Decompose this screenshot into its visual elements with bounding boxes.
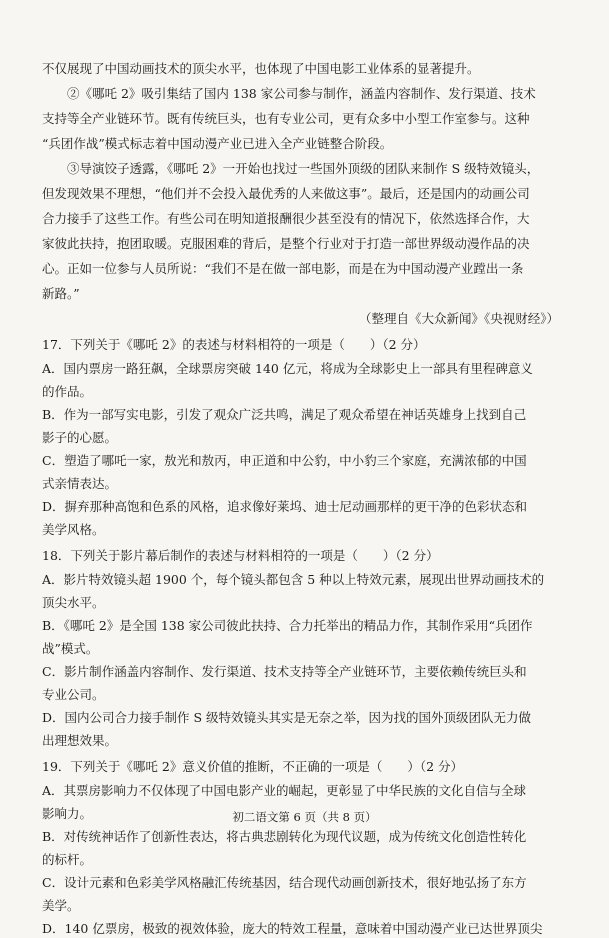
option-line: A．国内票房一路狂飙，全球票房突破 140 亿元，将成为全球影史上一部具有里程碑意义: [42, 361, 533, 376]
passage-line: ③导演饺子透露，《哪吒 2》一开始也找过一些国外顶级的团队来制作 S 级特效镜头，: [42, 161, 540, 176]
question-19: [42, 758, 567, 938]
question-17: [42, 336, 567, 539]
option-line: 美学。: [42, 898, 80, 913]
question-stem: 19．下列关于《哪吒 2》意义价值的推断，不正确的一项是（ ）（2 分）: [42, 759, 464, 774]
option-line: D．140 亿票房，极致的视效体验，庞大的特效工程量，意味着中国动漫产业已达世界顶尖: [42, 921, 543, 936]
passage-line: 合力接手了这些工作。有些公司在明知道报酬很少甚至没有的情况下，依然选择合作，大: [42, 211, 530, 226]
passage-line: 心。正如一位参与人员所说：“我们不是在做一部电影，而是在为中国动漫产业蹚出一条: [42, 261, 524, 276]
option-line: 式亲情表达。: [42, 476, 118, 491]
option-line: B．《哪吒 2》是全国 138 家公司彼此扶持、合力托举出的精品力作，其制作采用“兵团作: [42, 618, 533, 633]
option-line: 专业公司。: [42, 687, 105, 702]
option-line: 美学风格。: [42, 522, 105, 537]
option-line: 战”模式。: [42, 641, 99, 656]
option-line: C．设计元素和色彩美学风格融汇传统基因，结合现代动画创新技术，很好地弘扬了东方: [42, 875, 527, 890]
passage-line: 家彼此扶持，抱团取暖。克服困难的背后，是整个行业对于打造一部世界级动漫作品的决: [42, 236, 530, 251]
option-line: 影子的心愿。: [42, 430, 118, 445]
option-line: 影响力。: [42, 806, 93, 821]
passage-line: 支持等全产业链环节。既有传统巨头，也有专业公司，更有众多中小型工作室参与。这种: [42, 111, 530, 126]
option-line: A．其票房影响力不仅体现了中国电影产业的崛起，更彰显了中华民族的文化自信与全球: [42, 783, 527, 798]
reading-passage: [42, 60, 567, 328]
page-footer: 初二语文第 6 页（共 8 页）: [232, 810, 377, 824]
question-18: [42, 547, 567, 750]
passage-line: 但发现效果不理想，“他们并不会投入最优秀的人来做这事”。最后，还是国内的动画公司: [42, 186, 530, 201]
option-line: 顶尖水平。: [42, 595, 105, 610]
passage-line: 新路。”: [42, 286, 80, 301]
option-line: B．对传统神话作了创新性表达，将古典悲剧转化为现代议题，成为传统文化创造性转化: [42, 829, 527, 844]
passage-line: ②《哪吒 2》吸引集结了国内 138 家公司参与制作，涵盖内容制作、发行渠道、技术: [42, 86, 536, 101]
question-stem: 17．下列关于《哪吒 2》的表述与材料相符的一项是（ ）（2 分）: [42, 337, 426, 352]
option-line: D．摒弃那种高饱和色系的风格，追求像好莱坞、迪士尼动画那样的更干净的色彩状态和: [42, 499, 528, 514]
option-line: 的作品。: [42, 384, 93, 399]
option-line: C．塑造了哪吒一家，敖光和敖丙，申正道和中公豹，中小豹三个家庭，充满浓郁的中国: [42, 453, 527, 468]
option-line: 出理想效果。: [42, 733, 118, 748]
option-line: 的标杆。: [42, 852, 93, 867]
passage-line: “兵团作战”模式标志着中国动漫产业已进入全产业链整合阶段。: [42, 136, 393, 151]
question-stem: 18．下列关于影片幕后制作的表述与材料相符的一项是（ ）（2 分）: [42, 548, 439, 563]
option-line: C．影片制作涵盖内容制作、发行渠道、技术支持等全产业链环节，主要依赖传统巨头和: [42, 664, 527, 679]
passage-source: （整理自《大众新闻》《央视财经》）: [358, 311, 559, 326]
option-line: A．影片特效镜头超 1900 个，每个镜头都包含 5 种以上特效元素，展现出世界动画技术的: [42, 572, 545, 587]
option-line: B．作为一部写实电影，引发了观众广泛共鸣，满足了观众希望在神话英雄身上找到自己: [42, 407, 527, 422]
passage-line: 不仅展现了中国动画技术的顶尖水平，也体现了中国电影工业体系的显著提升。: [42, 61, 480, 76]
option-line: D．国内公司合力接手制作 S 级特效镜头其实是无奈之举，因为找的国外顶级团队无力做: [42, 710, 532, 725]
